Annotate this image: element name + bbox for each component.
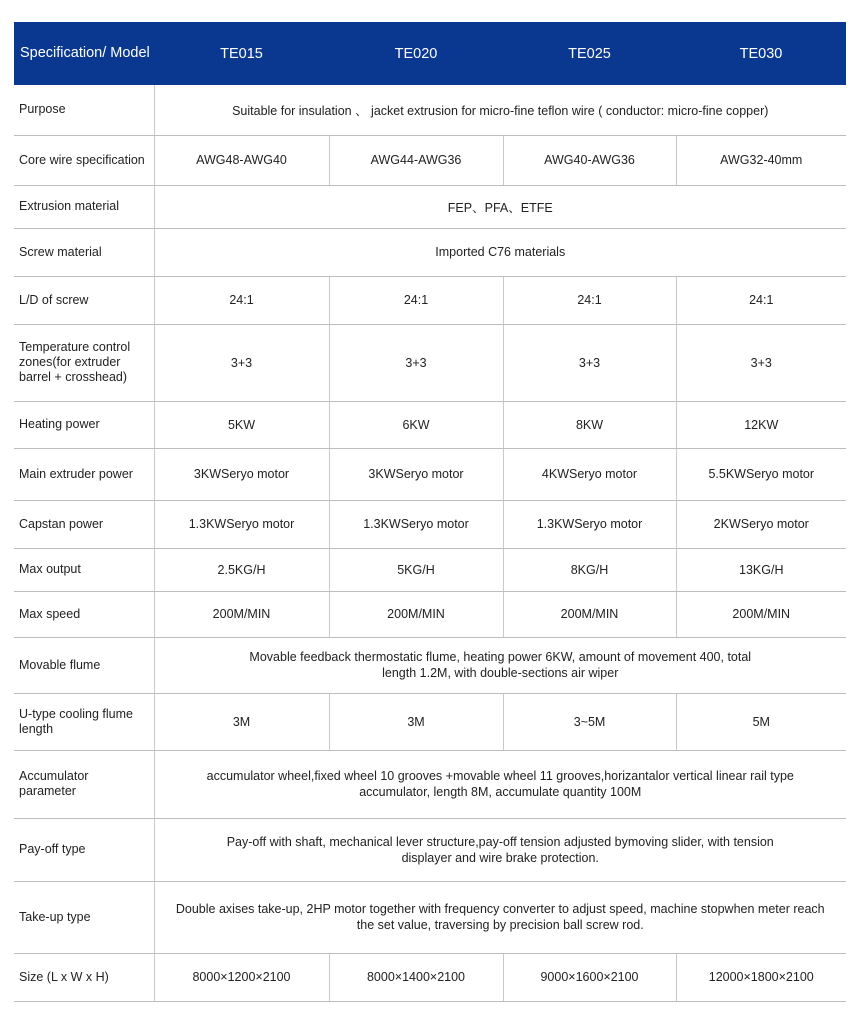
cell-value: 8KG/H: [503, 548, 676, 591]
cell-value: 8KW: [503, 401, 676, 448]
cell-value: 24:1: [503, 276, 676, 324]
cell-value: AWG48-AWG40: [154, 135, 329, 185]
cell-value: 1.3KWSeryo motor: [329, 500, 503, 548]
row-value: Double axises take-up, 2HP motor together with frequency converter to adjust speed, machine stopwhen meter reach the set value, traversing by precision ball screw rod.: [154, 881, 846, 953]
row-label: L/D of screw: [14, 276, 154, 324]
cell-value: 24:1: [154, 276, 329, 324]
row-label: Size (L x W x H): [14, 953, 154, 1001]
row-accumulator: [14, 750, 846, 818]
row-label: Heating power: [14, 401, 154, 448]
cell-value: 3KWSeryo motor: [329, 448, 503, 500]
row-u-flume: [14, 693, 846, 750]
cell-value: 24:1: [676, 276, 846, 324]
cell-value: 4KWSeryo motor: [503, 448, 676, 500]
header-row: [14, 22, 846, 85]
cell-value: 2.5KG/H: [154, 548, 329, 591]
spec-sheet: [14, 22, 846, 1002]
cell-value: 200M/MIN: [154, 591, 329, 637]
cell-value: AWG40-AWG36: [503, 135, 676, 185]
cell-value: AWG32-40mm: [676, 135, 846, 185]
cell-value: 3M: [154, 693, 329, 750]
row-value: Pay-off with shaft, mechanical lever structure,pay-off tension adjusted bymoving slider, with tension displayer and wire brake protection.: [154, 818, 846, 881]
cell-value: 12KW: [676, 401, 846, 448]
row-value: FEP、PFA、ETFE: [154, 185, 846, 228]
row-label: Temperature control zones(for extruder barrel + crosshead): [14, 324, 154, 401]
row-label: Extrusion material: [14, 185, 154, 228]
model-te030: TE030: [676, 22, 846, 85]
row-label: Screw material: [14, 228, 154, 276]
row-label: Main extruder power: [14, 448, 154, 500]
row-value: Suitable for insulation 、 jacket extrusion for micro-fine teflon wire ( conductor: micro-fine copper): [154, 85, 846, 135]
row-label: Pay-off type: [14, 818, 154, 881]
row-capstan: [14, 500, 846, 548]
cell-value: 3+3: [154, 324, 329, 401]
cell-value: 1.3KWSeryo motor: [503, 500, 676, 548]
row-max-speed: [14, 591, 846, 637]
row-value: Imported C76 materials: [154, 228, 846, 276]
model-te015: TE015: [154, 22, 329, 85]
cell-value: 6KW: [329, 401, 503, 448]
spec-model-label: Specification/ Model: [14, 22, 154, 85]
row-takeup: [14, 881, 846, 953]
cell-value: 5.5KWSeryo motor: [676, 448, 846, 500]
cell-value: 5KG/H: [329, 548, 503, 591]
model-te020: TE020: [329, 22, 503, 85]
cell-value: 5KW: [154, 401, 329, 448]
row-heating-power: [14, 401, 846, 448]
cell-value: 9000×1600×2100: [503, 953, 676, 1001]
cell-value: 3KWSeryo motor: [154, 448, 329, 500]
row-label: Max output: [14, 548, 154, 591]
row-purpose: [14, 85, 846, 135]
cell-value: AWG44-AWG36: [329, 135, 503, 185]
row-value: accumulator wheel,fixed wheel 10 grooves +movable wheel 11 grooves,horizantalor vertical linear rail type accumulator, length 8M, accumulate quantity 100M: [154, 750, 846, 818]
row-label: Purpose: [14, 85, 154, 135]
cell-value: 2KWSeryo motor: [676, 500, 846, 548]
row-screw-material: [14, 228, 846, 276]
cell-value: 24:1: [329, 276, 503, 324]
row-main-extruder: [14, 448, 846, 500]
cell-value: 3+3: [503, 324, 676, 401]
row-value: Movable feedback thermostatic flume, heating power 6KW, amount of movement 400, total length 1.2M, with double-sections air wiper: [154, 637, 846, 693]
cell-value: 200M/MIN: [503, 591, 676, 637]
spec-table: [14, 22, 846, 1002]
row-payoff: [14, 818, 846, 881]
row-max-output: [14, 548, 846, 591]
row-label: Accumulator parameter: [14, 750, 154, 818]
cell-value: 13KG/H: [676, 548, 846, 591]
cell-value: 5M: [676, 693, 846, 750]
row-label: U-type cooling flume length: [14, 693, 154, 750]
row-size: [14, 953, 846, 1001]
row-temp-zones: [14, 324, 846, 401]
cell-value: 3+3: [329, 324, 503, 401]
cell-value: 8000×1400×2100: [329, 953, 503, 1001]
row-extrusion-material: [14, 185, 846, 228]
cell-value: 1.3KWSeryo motor: [154, 500, 329, 548]
row-label: Max speed: [14, 591, 154, 637]
row-label: Capstan power: [14, 500, 154, 548]
cell-value: 3~5M: [503, 693, 676, 750]
row-ld-screw: [14, 276, 846, 324]
cell-value: 200M/MIN: [329, 591, 503, 637]
row-label: Core wire specification: [14, 135, 154, 185]
cell-value: 3+3: [676, 324, 846, 401]
row-label: Take-up type: [14, 881, 154, 953]
cell-value: 3M: [329, 693, 503, 750]
row-core-wire: [14, 135, 846, 185]
cell-value: 200M/MIN: [676, 591, 846, 637]
cell-value: 8000×1200×2100: [154, 953, 329, 1001]
model-te025: TE025: [503, 22, 676, 85]
row-label: Movable flume: [14, 637, 154, 693]
row-movable-flume: [14, 637, 846, 693]
cell-value: 12000×1800×2100: [676, 953, 846, 1001]
